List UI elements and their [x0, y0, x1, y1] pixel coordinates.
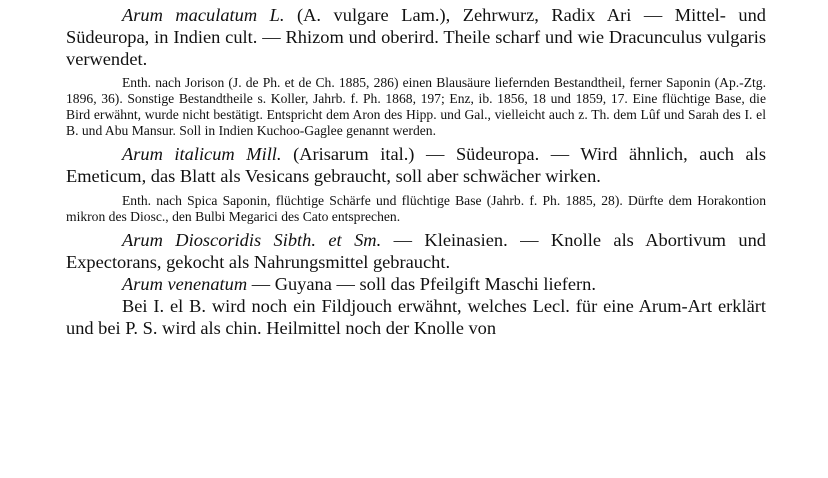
entry-text: — Guyana — soll das Pfeilgift Maschi liefern.	[247, 274, 596, 294]
species-name: Arum venenatum	[122, 274, 248, 294]
entry-text: (A. vulgare Lam.), Zehrwurz, Radix Ari — Mittel- und Südeuropa, in Indien cult. — Rhizom und oberird. Theile scharf und wie Dracunculus vulgaris verwendet.	[66, 5, 766, 69]
entry-arum-maculatum	[66, 4, 766, 70]
document-page	[66, 0, 766, 339]
note-arum-italicum: Enth. nach Spica Saponin, flüchtige Schärfe und flüchtige Base (Jahrb. f. Ph. 1885, 28). Dürfte dem Horakontion mikron des Diosc., den Bulbi Megarici des Cato entsprechen.	[66, 193, 766, 224]
note-arum-maculatum: Enth. nach Jorison (J. de Ph. et de Ch. 1885, 286) einen Blausäure liefernden Bestandtheil, ferner Saponin (Ap.-Ztg. 1896, 36). Sonstige Bestandtheile s. Koller, Jahrb. f. Ph. 1868, 197; Enz, ib. 1856, 18 und 1859, 17. Eine flüchtige Base, die Bird erwähnt, wurde nicht bestätigt. Entspricht dem Aron des Hipp. und Gal., vielleicht auch z. Th. dem Lûf und Sarah des I. el B. und Abu Mansur. Soll in Indien Kuchoo-Gaglee genannt werden.	[66, 75, 766, 138]
species-name: Arum italicum Mill.	[122, 144, 282, 164]
entry-arum-venenatum	[66, 273, 766, 295]
entry-arum-dioscoridis	[66, 229, 766, 273]
closing-paragraph: Bei I. el B. wird noch ein Fildjouch erwähnt, welches Lecl. für eine Arum-Art erklärt und bei P. S. wird als chin. Heilmittel noch der Knolle von	[66, 296, 766, 338]
species-name: Arum Dioscoridis Sibth. et Sm.	[122, 230, 382, 250]
entry-text: (Arisarum ital.) — Südeuropa. — Wird ähnlich, auch als Emeticum, das Blatt als Vesicans gebraucht, soll aber schwächer wirken.	[66, 144, 766, 186]
species-name: Arum maculatum L.	[122, 5, 285, 25]
entry-text: — Kleinasien. — Knolle als Abortivum und Expectorans, gekocht als Nahrungsmittel gebraucht.	[66, 230, 766, 272]
entry-arum-italicum	[66, 143, 766, 187]
